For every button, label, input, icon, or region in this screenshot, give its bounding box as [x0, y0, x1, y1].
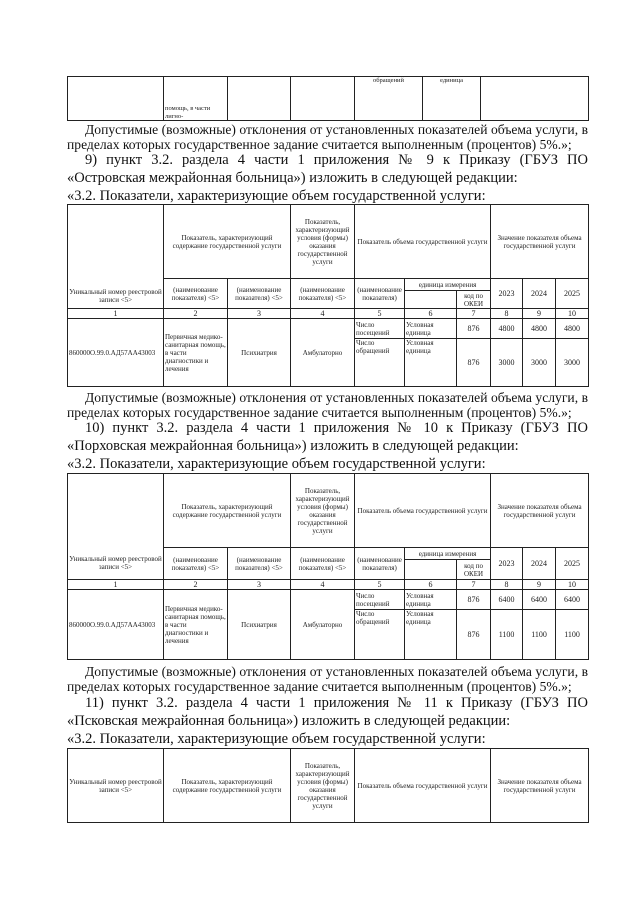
header-year-2024: 2024 [523, 279, 556, 309]
col-number: 9 [523, 309, 556, 319]
deviation-line-1: Допустимые (возможные) отклонения от установленных показателей объема услуги, в [85, 390, 588, 405]
header-unit: единица измерения [405, 548, 491, 560]
fragment-service-text: помощь, в части лигно- [164, 77, 228, 121]
col-number: 10 [556, 580, 589, 590]
col-number: 3 [228, 309, 291, 319]
col-number: 10 [556, 309, 589, 319]
row-condition: Амбулаторно [291, 590, 355, 660]
section-9-hospital-line: «Островская межрайонная больница») изложить в следующей редакции: [67, 170, 518, 186]
col-number: 3 [228, 580, 291, 590]
deviation-line-1: Допустимые (возможные) отклонения от установленных показателей объема услуги, в [85, 122, 588, 137]
row-value-2023-2: 1100 [491, 610, 523, 660]
deviation-line-2: пределах которых государственное задание считается выполненным (процентов) 5%.»; [67, 137, 572, 152]
row-specialty: Психиатрия [228, 319, 291, 387]
col-number: 7 [457, 309, 491, 319]
row-code-1: 876 [457, 319, 491, 339]
row-service: Первичная медико-санитарная помощь, в части диагностики и лечения [164, 319, 228, 387]
header-year-2023: 2023 [491, 548, 523, 580]
row-value-2025-2: 3000 [556, 339, 589, 387]
section-11-hospital-line: «Псковская межрайонная больница») изложить в следующей редакции: [67, 713, 511, 729]
row-value-2024-2: 3000 [523, 339, 556, 387]
header-year-2023: 2023 [491, 279, 523, 309]
row-value-2025-1: 6400 [556, 590, 589, 610]
header-year-2025: 2025 [556, 279, 589, 309]
header-content: Показатель, характеризующий содержание государственной услуги [164, 205, 291, 279]
row-value-2025-1: 4800 [556, 319, 589, 339]
volume-table-9 [67, 204, 589, 387]
fragment-cell-registry [68, 77, 164, 121]
header-value: Значение показателя объема государственной услуги [491, 749, 589, 823]
row-value-2025-2: 1100 [556, 610, 589, 660]
header-unit-name [405, 560, 457, 580]
row-indicator-1: Число посещений [355, 319, 405, 339]
row-indicator-2: Число обращений [355, 339, 405, 387]
row-registry: 860000О.99.0.АД57АА43003 [68, 319, 164, 387]
col-number: 5 [355, 309, 405, 319]
header-unit: единица измерения [405, 279, 491, 291]
row-unit-2: Условная единица [405, 339, 457, 387]
col-number: 1 [68, 580, 164, 590]
header-registry: Уникальный номер реестровой записи <5> [68, 474, 164, 580]
col-number: 9 [523, 580, 556, 590]
row-unit-1: Условная единица [405, 590, 457, 610]
section-10-hospital-line: «Порховская межрайонная больница») изложить в следующей редакции: [67, 438, 519, 454]
row-value-2024-2: 1100 [523, 610, 556, 660]
header-name-indicator: (наименование показателя) [355, 279, 405, 309]
deviation-line-2: пределах которых государственное задание считается выполненным (процентов) 5%.»; [67, 679, 572, 694]
header-unit-code: код по ОКЕИ [457, 291, 491, 309]
fragment-unit-name: единица [423, 77, 481, 121]
col-number: 6 [405, 580, 457, 590]
header-volume: Показатель объема государственной услуги [355, 474, 491, 548]
fragment-unit-col: обращений [355, 77, 423, 121]
col-number: 2 [164, 580, 228, 590]
section-10-heading: «3.2. Показатели, характеризующие объем государственной услуги: [67, 456, 486, 472]
header-name-indicator: (наименование показателя) <5> [291, 548, 355, 580]
header-name-indicator: (наименование показателя) <5> [291, 279, 355, 309]
header-name-indicator: (наименование показателя) <5> [228, 548, 291, 580]
header-name-indicator: (наименование показателя) [355, 548, 405, 580]
row-value-2023-1: 4800 [491, 319, 523, 339]
header-content: Показатель, характеризующий содержание государственной услуги [164, 474, 291, 548]
col-number: 1 [68, 309, 164, 319]
row-indicator-1: Число посещений [355, 590, 405, 610]
header-volume: Показатель объема государственной услуги [355, 749, 491, 823]
row-value-2024-1: 4800 [523, 319, 556, 339]
col-number: 8 [491, 309, 523, 319]
row-code-1: 876 [457, 590, 491, 610]
header-year-2025: 2025 [556, 548, 589, 580]
volume-table-10 [67, 473, 589, 660]
fragment-cell [228, 77, 291, 121]
col-number: 8 [491, 580, 523, 590]
row-value-2023-1: 6400 [491, 590, 523, 610]
deviation-line-1: Допустимые (возможные) отклонения от установленных показателей объема услуги, в [85, 664, 588, 679]
row-value-2023-2: 3000 [491, 339, 523, 387]
header-year-2024: 2024 [523, 548, 556, 580]
col-number: 7 [457, 580, 491, 590]
header-unit-name [405, 291, 457, 309]
header-volume: Показатель объема государственной услуги [355, 205, 491, 279]
col-number: 6 [405, 309, 457, 319]
header-form: Показатель, характеризующий условия (формы) оказания государственной услуги [291, 205, 355, 279]
col-number: 4 [291, 580, 355, 590]
volume-table-11 [67, 748, 589, 823]
col-number: 5 [355, 580, 405, 590]
top-fragment-table [67, 76, 589, 121]
header-unit-code: код по ОКЕИ [457, 560, 491, 580]
row-code-2: 876 [457, 610, 491, 660]
row-value-2024-1: 6400 [523, 590, 556, 610]
fragment-cell [481, 77, 589, 121]
section-9-item-line: 9) пункт 3.2. раздела 4 части 1 приложения № 9 к Приказу (ГБУЗ ПО [85, 152, 588, 168]
row-unit-1: Условная единица [405, 319, 457, 339]
section-10-item-line: 10) пункт 3.2. раздела 4 части 1 приложения № 10 к Приказу (ГБУЗ ПО [85, 420, 588, 436]
row-unit-2: Условная единица [405, 610, 457, 660]
section-9-heading: «3.2. Показатели, характеризующие объем государственной услуги: [67, 188, 486, 204]
section-11-heading: «3.2. Показатели, характеризующие объем государственной услуги: [67, 731, 486, 747]
row-service: Первичная медико-санитарная помощь, в части диагностики и лечения [164, 590, 228, 660]
row-indicator-2: Число обращений [355, 610, 405, 660]
deviation-line-2: пределах которых государственное задание считается выполненным (процентов) 5%.»; [67, 405, 572, 420]
header-name-indicator: (наименование показателя) <5> [164, 548, 228, 580]
header-name-indicator: (наименование показателя) <5> [228, 279, 291, 309]
fragment-cell [291, 77, 355, 121]
col-number: 4 [291, 309, 355, 319]
row-code-2: 876 [457, 339, 491, 387]
row-condition: Амбулаторно [291, 319, 355, 387]
section-11-item-line: 11) пункт 3.2. раздела 4 части 1 приложения № 11 к Приказу (ГБУЗ ПО [85, 695, 588, 711]
header-form: Показатель, характеризующий условия (формы) оказания государственной услуги [291, 474, 355, 548]
header-form: Показатель, характеризующий условия (формы) оказания государственной услуги [291, 749, 355, 823]
header-value: Значение показателя объема государственной услуги [491, 474, 589, 548]
col-number: 2 [164, 309, 228, 319]
row-registry: 860000О.99.0.АД57АА43003 [68, 590, 164, 660]
header-name-indicator: (наименование показателя) <5> [164, 279, 228, 309]
header-registry: Уникальный номер реестровой записи <5> [68, 749, 164, 823]
header-content: Показатель, характеризующий содержание государственной услуги [164, 749, 291, 823]
row-specialty: Психиатрия [228, 590, 291, 660]
header-registry: Уникальный номер реестровой записи <5> [68, 205, 164, 309]
header-value: Значение показателя объема государственной услуги [491, 205, 589, 279]
